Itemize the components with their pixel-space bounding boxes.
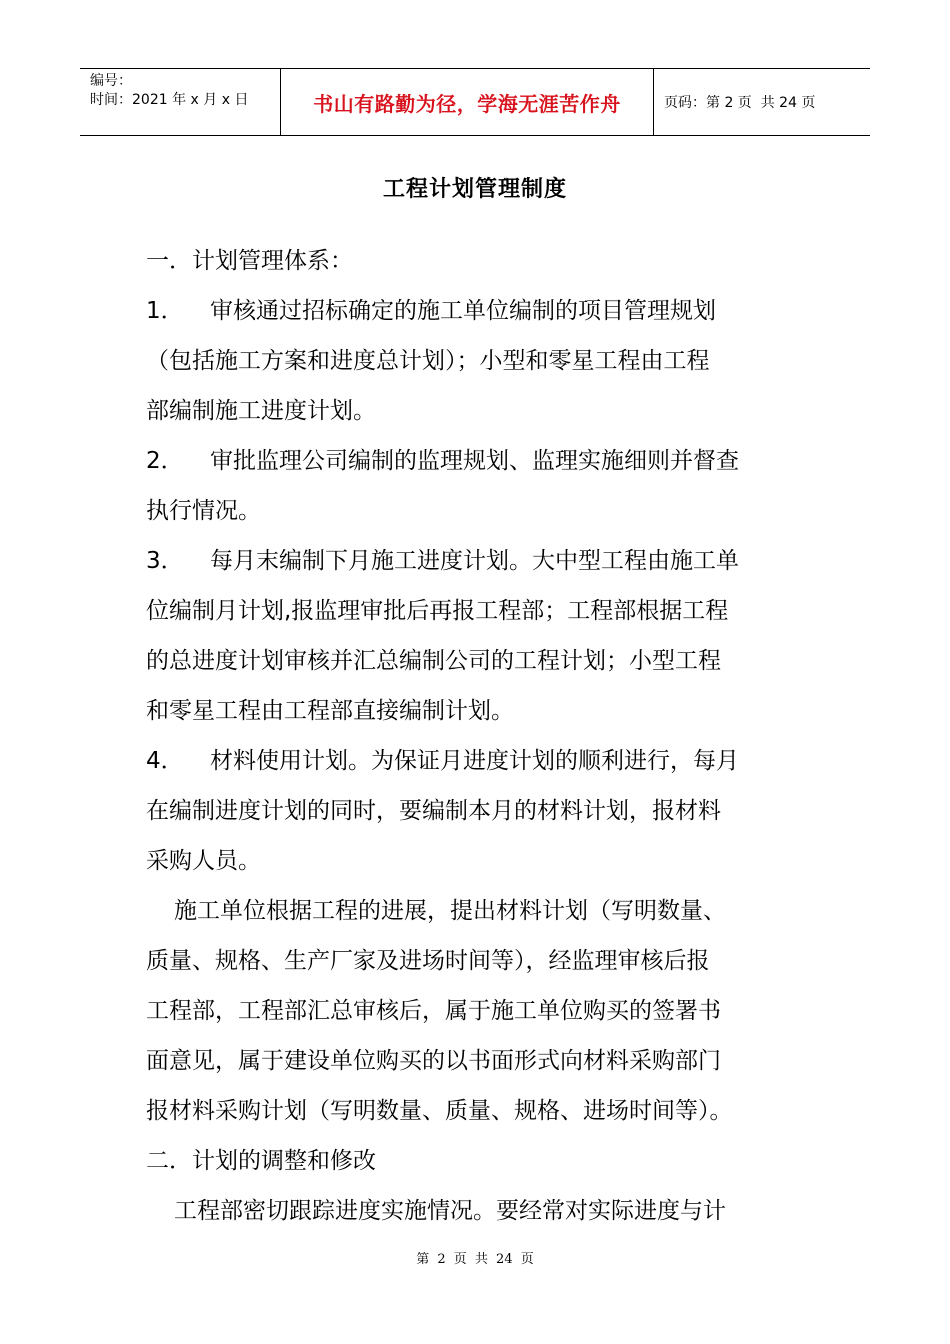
line-text: 每月末编制下月施工进度计划。大中型工程由施工单 bbox=[210, 548, 739, 574]
paragraph-line bbox=[146, 1036, 806, 1086]
list-number: 4． bbox=[146, 748, 184, 774]
paragraph-line bbox=[146, 236, 806, 286]
document-body bbox=[146, 236, 806, 1236]
paragraph-line bbox=[146, 436, 806, 486]
page-footer: 第 2 页 共 24 页 bbox=[416, 1252, 534, 1267]
header-motto-cell bbox=[281, 69, 654, 135]
paragraph-line bbox=[146, 836, 806, 886]
page-header bbox=[80, 68, 870, 136]
header-page-cell bbox=[654, 69, 870, 135]
line-text: 在编制进度计划的同时，要编制本月的材料计划，报材料 bbox=[146, 798, 721, 824]
line-text: （包括施工方案和进度总计划）；小型和零星工程由工程 bbox=[146, 348, 710, 374]
line-text: 审核通过招标确定的施工单位编制的项目管理规划 bbox=[210, 298, 716, 324]
line-text: 一．计划管理体系： bbox=[146, 248, 353, 274]
list-number: 1． bbox=[146, 298, 184, 324]
paragraph-line bbox=[146, 786, 806, 836]
paragraph-line bbox=[146, 336, 806, 386]
paragraph-line bbox=[146, 386, 806, 436]
line-text: 材料使用计划。为保证月进度计划的顺利进行，每月 bbox=[210, 748, 739, 774]
paragraph-line bbox=[146, 886, 806, 936]
paragraph-line bbox=[146, 486, 806, 536]
paragraph-line bbox=[146, 636, 806, 686]
line-text: 施工单位根据工程的进展，提出材料计划（写明数量、 bbox=[174, 898, 726, 924]
paragraph-line bbox=[146, 1086, 806, 1136]
list-number: 2． bbox=[146, 448, 184, 474]
paragraph-line bbox=[146, 1186, 806, 1236]
header-motto: 书山有路勤为径，学海无涯苦作舟 bbox=[313, 91, 621, 116]
line-text: 执行情况。 bbox=[146, 498, 261, 524]
line-text: 审批监理公司编制的监理规划、监理实施细则并督查 bbox=[210, 448, 739, 474]
paragraph-line bbox=[146, 1136, 806, 1186]
line-text: 和零星工程由工程部直接编制计划。 bbox=[146, 698, 514, 724]
paragraph-line bbox=[146, 936, 806, 986]
paragraph-line bbox=[146, 286, 806, 336]
line-text: 面意见，属于建设单位购买的以书面形式向材料采购部门 bbox=[146, 1048, 721, 1074]
paragraph-line bbox=[146, 536, 806, 586]
line-text: 位编制月计划,报监理审批后再报工程部；工程部根据工程 bbox=[146, 598, 729, 624]
line-text: 采购人员。 bbox=[146, 848, 261, 874]
paragraph-line bbox=[146, 986, 806, 1036]
line-text: 部编制施工进度计划。 bbox=[146, 398, 376, 424]
header-meta-cell bbox=[80, 69, 281, 135]
paragraph-line bbox=[146, 686, 806, 736]
line-text: 质量、规格、生产厂家及进场时间等），经监理审核后报 bbox=[146, 948, 710, 974]
document-title: 工程计划管理制度 bbox=[382, 177, 567, 202]
header-page-info: 页码：第 2 页 共 24 页 bbox=[664, 95, 816, 111]
list-number: 3． bbox=[146, 548, 184, 574]
document-number-label: 编号： bbox=[90, 73, 132, 89]
line-text: 二．计划的调整和修改 bbox=[146, 1148, 376, 1174]
line-text: 的总进度计划审核并汇总编制公司的工程计划；小型工程 bbox=[146, 648, 721, 674]
paragraph-line bbox=[146, 736, 806, 786]
paragraph-line bbox=[146, 586, 806, 636]
line-text: 工程部，工程部汇总审核后，属于施工单位购买的签署书 bbox=[146, 998, 721, 1024]
document-time-label: 时间：2021 年 x 月 x 日 bbox=[90, 92, 249, 108]
line-text: 工程部密切跟踪进度实施情况。要经常对实际进度与计 bbox=[174, 1198, 726, 1224]
line-text: 报材料采购计划（写明数量、质量、规格、进场时间等）。 bbox=[146, 1098, 733, 1124]
